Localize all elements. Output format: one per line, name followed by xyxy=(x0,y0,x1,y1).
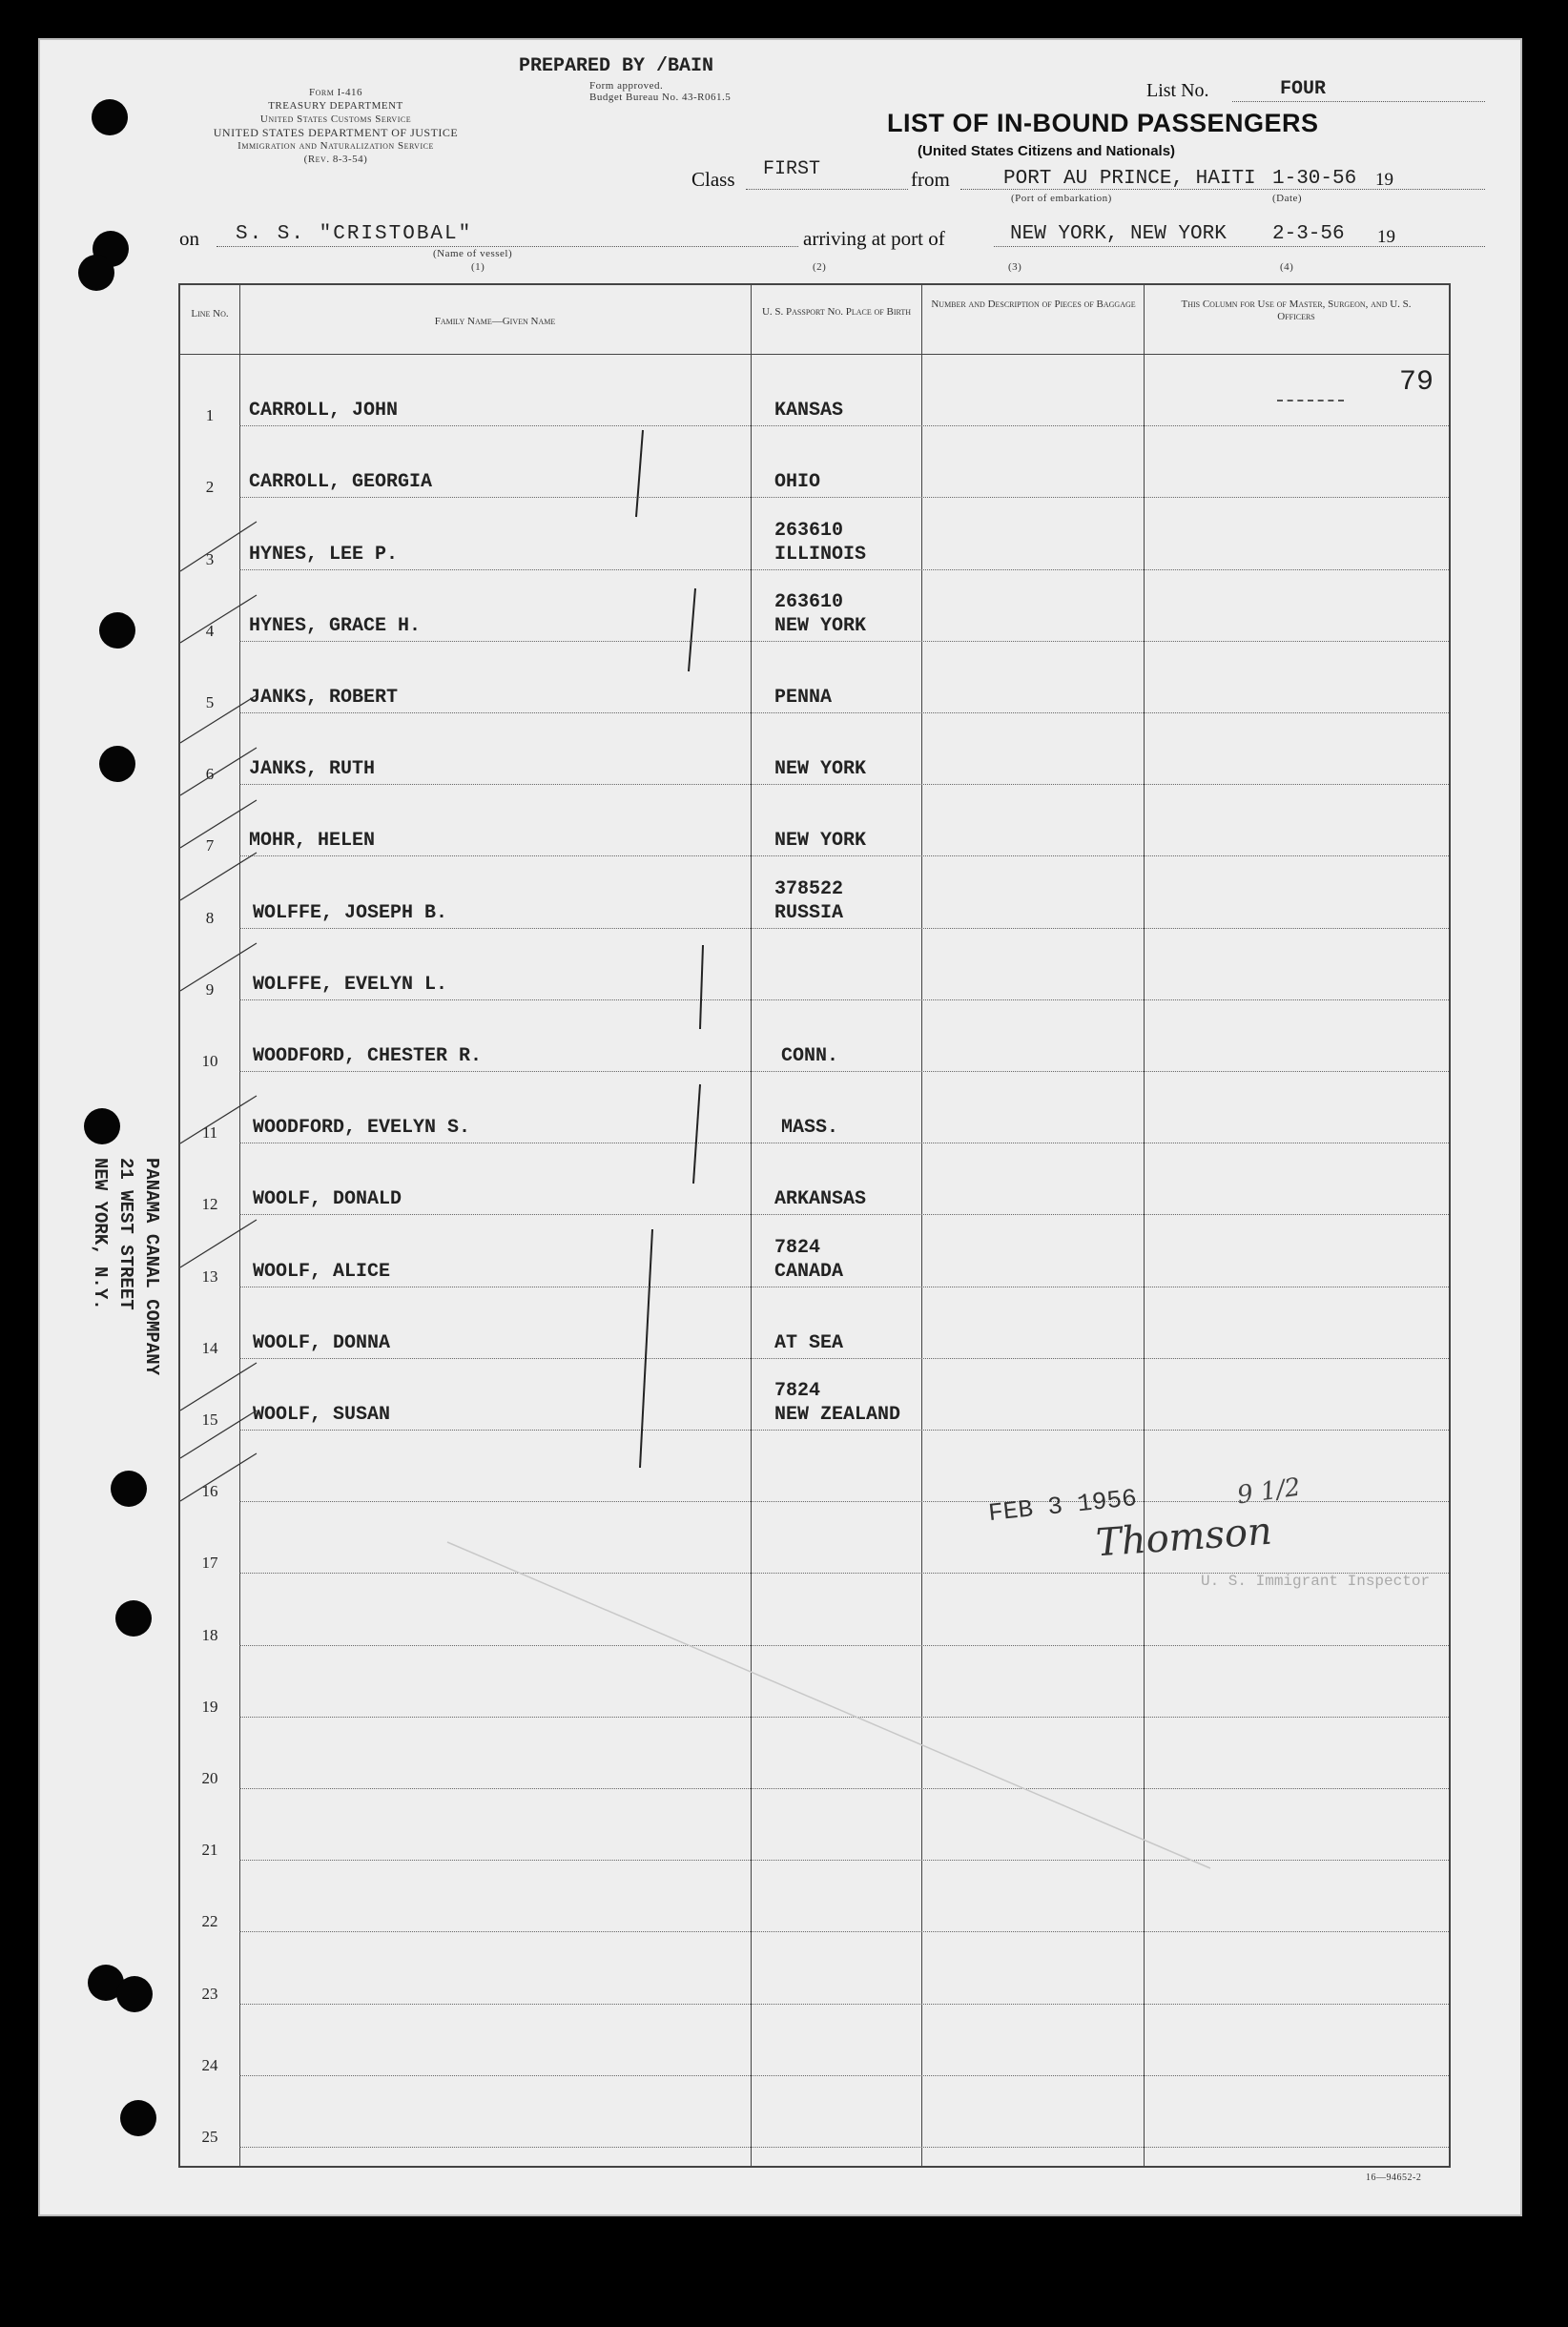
check-marks xyxy=(180,285,1449,2166)
line-number: 12 xyxy=(201,1195,218,1214)
passenger-name: CARROLL, JOHN xyxy=(249,400,399,422)
col4-caption: (4) xyxy=(1280,261,1294,273)
line-number: 8 xyxy=(205,908,215,927)
line-number: 1 xyxy=(205,406,215,425)
line-number: 21 xyxy=(201,1841,218,1860)
embark-port: PORT AU PRINCE, HAITI xyxy=(1003,168,1256,190)
binder-hole xyxy=(84,1108,120,1144)
line-number: 2 xyxy=(205,478,215,497)
tally-mark xyxy=(180,1096,257,1143)
inspector-signature: Thomson xyxy=(1094,1509,1274,1566)
binder-hole xyxy=(99,746,135,782)
passenger-name: JANKS, ROBERT xyxy=(249,687,399,709)
port-embark-caption: (Port of embarkation) xyxy=(1011,193,1112,204)
list-no-line xyxy=(1232,101,1485,102)
passenger-name: WOOLF, DONALD xyxy=(253,1188,402,1211)
line-number: 17 xyxy=(201,1554,218,1573)
class-line xyxy=(746,189,908,190)
passport-number: 7824 xyxy=(774,1236,821,1259)
form-approved: Form approved. xyxy=(589,80,664,92)
vessel-caption: (Name of vessel) xyxy=(433,248,513,259)
company-name: PANAMA CANAL COMPANY xyxy=(141,1158,162,1376)
tally-mark xyxy=(180,800,257,848)
line-number: 10 xyxy=(201,1052,218,1070)
passenger-name: WOOLF, DONNA xyxy=(253,1331,391,1354)
passenger-name: CARROLL, GEORGIA xyxy=(249,471,433,494)
header-baggage: Number and Description of Pieces of Baggage xyxy=(931,299,1136,310)
passport-number: 7824 xyxy=(774,1380,821,1402)
passenger-name: HYNES, GRACE H. xyxy=(249,614,422,637)
ins-service: Immigration and Naturalization Service xyxy=(237,140,434,152)
embark-year: 19 xyxy=(1375,170,1393,190)
list-no-label: List No. xyxy=(1146,80,1209,101)
line-number: 20 xyxy=(201,1769,218,1787)
passport-number: 263610 xyxy=(774,519,844,542)
from-line xyxy=(960,189,1485,190)
justice-dept: UNITED STATES DEPARTMENT OF JUSTICE xyxy=(213,126,459,139)
binder-hole xyxy=(92,99,128,135)
class-label: Class xyxy=(691,168,735,191)
line-number: 22 xyxy=(201,1912,218,1931)
form-page xyxy=(38,38,1522,2216)
tally-mark xyxy=(180,1453,257,1501)
passenger-table xyxy=(178,283,1451,2168)
binder-hole xyxy=(120,2100,156,2136)
place-of-birth: OHIO xyxy=(774,471,821,494)
place-of-birth: NEW YORK xyxy=(774,830,867,853)
binder-hole xyxy=(115,1600,152,1637)
passenger-name: WOOLF, SUSAN xyxy=(253,1404,391,1426)
line-number: 3 xyxy=(205,549,215,568)
col1-caption: (1) xyxy=(471,261,485,273)
col3-caption: (3) xyxy=(1008,261,1022,273)
passenger-name: WOODFORD, EVELYN S. xyxy=(253,1117,471,1140)
header-line-no: Line No. xyxy=(191,308,229,319)
col2-caption: (2) xyxy=(813,261,827,273)
customs-service: United States Customs Service xyxy=(259,113,412,125)
vessel-name: S. S. "CRISTOBAL" xyxy=(236,223,473,245)
revision-date: (Rev. 8-3-54) xyxy=(303,154,368,165)
passenger-name: WOOLF, ALICE xyxy=(253,1260,391,1283)
tally-mark xyxy=(180,1220,257,1267)
date-caption: (Date) xyxy=(1272,193,1303,204)
line-number: 6 xyxy=(205,765,215,784)
inspector-caption: U. S. Immigrant Inspector xyxy=(1201,1573,1431,1590)
line-number: 5 xyxy=(205,693,215,711)
check-mark xyxy=(689,588,695,671)
arrival-year: 19 xyxy=(1377,227,1395,247)
tally-mark xyxy=(180,1411,257,1458)
place-of-birth: NEW YORK xyxy=(774,758,867,781)
place-of-birth: NEW YORK xyxy=(774,614,867,637)
line-number: 23 xyxy=(201,1984,218,2003)
company-city: NEW YORK, N.Y. xyxy=(90,1158,111,1310)
line-number: 11 xyxy=(201,1123,218,1143)
passport-number: 263610 xyxy=(774,590,844,613)
passenger-name: WOODFORD, CHESTER R. xyxy=(253,1045,483,1067)
line-number: 16 xyxy=(201,1482,218,1501)
passport-number: 378522 xyxy=(774,877,844,900)
company-street: 21 WEST STREET xyxy=(115,1158,136,1310)
form-number: Form I-416 xyxy=(309,87,362,98)
header-name: Family Name—Given Name xyxy=(434,316,556,327)
place-of-birth: MASS. xyxy=(781,1117,839,1140)
place-of-birth: RUSSIA xyxy=(774,901,844,924)
place-of-birth: ARKANSAS xyxy=(774,1188,867,1211)
vessel-line xyxy=(217,246,798,247)
header-officers: This Column for Use of Master, Surgeon, and U. S. Officers xyxy=(1181,299,1412,322)
check-mark xyxy=(636,430,643,517)
faint-diagonal xyxy=(447,1542,1210,1868)
tally-mark xyxy=(180,748,257,795)
place-of-birth: PENNA xyxy=(774,687,833,709)
check-mark xyxy=(640,1229,652,1468)
passenger-name: JANKS, RUTH xyxy=(249,758,376,781)
arrival-date: 2-3-56 xyxy=(1272,223,1345,245)
passenger-name: HYNES, LEE P. xyxy=(249,543,399,566)
footer-code: 16—94652-2 xyxy=(1366,2173,1422,2183)
passenger-name: WOLFFE, EVELYN L. xyxy=(253,973,448,996)
line-number: 9 xyxy=(205,979,215,999)
line-number: 4 xyxy=(205,621,215,640)
embark-date: 1-30-56 xyxy=(1272,168,1357,190)
officer-count: 79 xyxy=(1399,366,1434,399)
tally-mark xyxy=(180,943,257,991)
check-mark xyxy=(693,1084,700,1184)
line-number: 7 xyxy=(205,836,215,855)
line-number: 14 xyxy=(201,1338,218,1357)
binder-hole xyxy=(116,1976,153,2012)
form-subtitle: (United States Citizens and Nationals) xyxy=(918,143,1176,159)
tally-mark xyxy=(180,853,257,900)
arriving-label: arriving at port of xyxy=(803,227,945,250)
line-number: 15 xyxy=(201,1411,218,1429)
header-passport: U. S. Passport No. Place of Birth xyxy=(761,306,912,318)
line-number: 25 xyxy=(201,2128,218,2146)
line-number: 24 xyxy=(201,2055,218,2074)
arrival-port: NEW YORK, NEW YORK xyxy=(1010,223,1227,245)
check-mark xyxy=(700,945,703,1029)
place-of-birth: KANSAS xyxy=(774,400,844,422)
arrival-line xyxy=(994,246,1485,247)
on-label: on xyxy=(179,227,199,250)
from-label: from xyxy=(911,168,950,191)
form-title: LIST OF IN-BOUND PASSENGERS xyxy=(887,109,1319,137)
binder-hole xyxy=(111,1471,147,1507)
line-number: 18 xyxy=(201,1625,218,1644)
line-number: 19 xyxy=(201,1697,218,1716)
place-of-birth: AT SEA xyxy=(774,1331,844,1354)
prepared-by: PREPARED BY /BAIN xyxy=(519,55,714,77)
class-value: FIRST xyxy=(763,158,821,180)
tally-mark xyxy=(180,522,257,571)
company-stamp xyxy=(87,1158,164,1375)
place-of-birth: CANADA xyxy=(774,1260,844,1283)
list-no-value: FOUR xyxy=(1280,78,1327,100)
stamp-annotation: 9 1/2 xyxy=(1235,1472,1303,1511)
binder-hole xyxy=(78,255,114,291)
line-number: 13 xyxy=(201,1266,218,1286)
tally-mark xyxy=(180,1363,257,1411)
arrival-stamp-date: FEB 3 1956 xyxy=(986,1483,1139,1529)
passenger-name: WOLFFE, JOSEPH B. xyxy=(253,901,448,924)
place-of-birth: NEW ZEALAND xyxy=(774,1404,901,1426)
tally-mark xyxy=(180,595,257,643)
agency-block xyxy=(164,86,507,166)
passenger-name: MOHR, HELEN xyxy=(249,830,376,853)
place-of-birth: ILLINOIS xyxy=(774,543,867,566)
binder-hole xyxy=(99,612,135,649)
place-of-birth: CONN. xyxy=(781,1045,839,1067)
treasury-dept: TREASURY DEPARTMENT xyxy=(268,100,403,112)
budget-bureau: Budget Bureau No. 43-R061.5 xyxy=(589,92,732,103)
tally-mark xyxy=(180,695,257,743)
